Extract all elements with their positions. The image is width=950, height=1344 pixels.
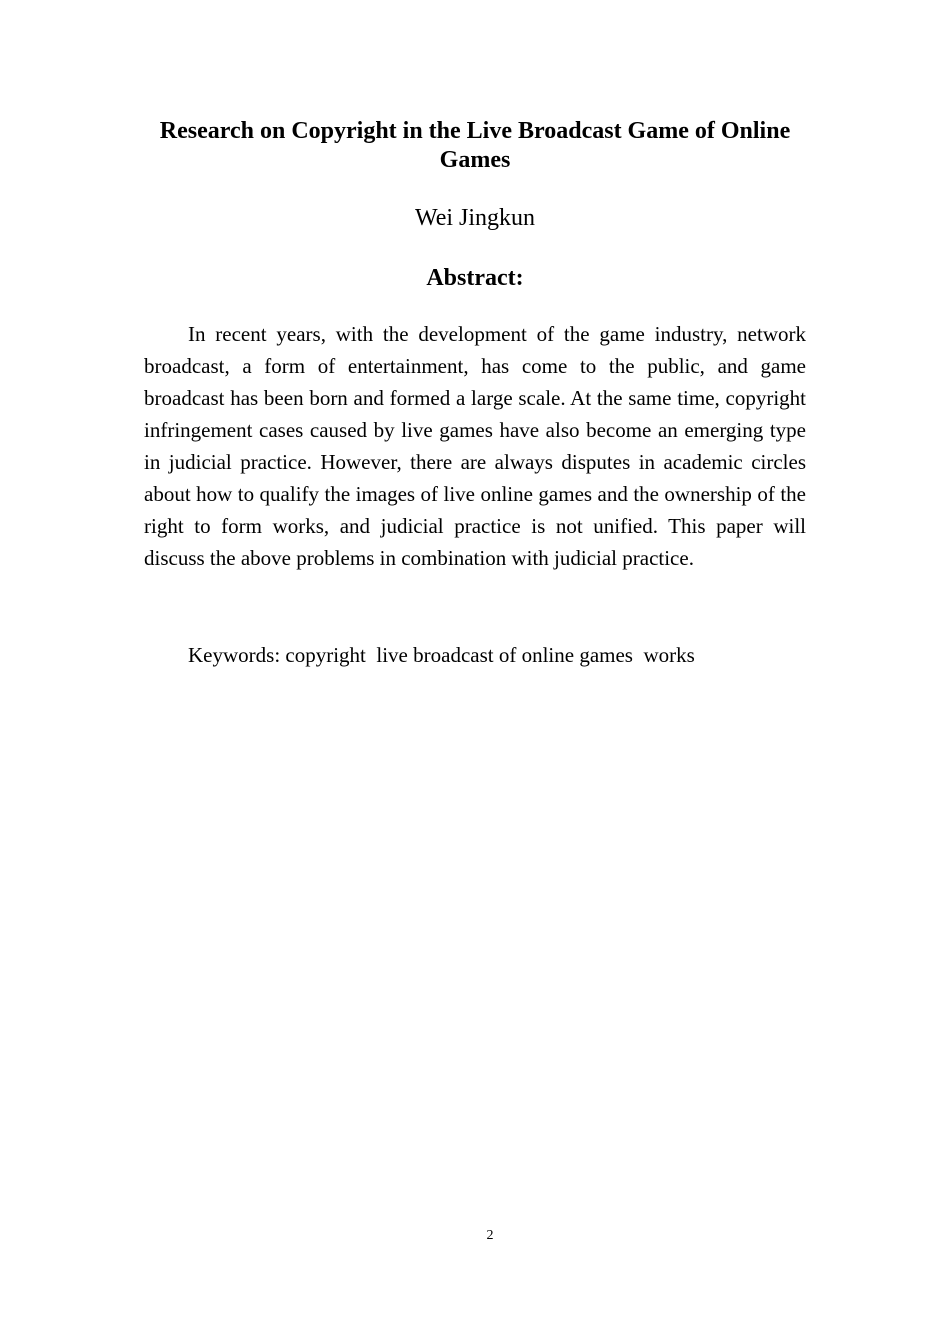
paper-title: Research on Copyright in the Live Broadcast Game of Online Games bbox=[159, 118, 791, 173]
author-name: Wei Jingkun bbox=[414, 205, 536, 231]
page-number: 2 bbox=[486, 1228, 494, 1243]
keywords-line: Keywords: copyright live broadcast of online games works bbox=[188, 643, 695, 667]
abstract-body: In recent years, with the development of the game industry, network broadcast, a form of entertainment, has come to the public, and game broadcast has been born and formed a large scale. At the same time, copyright infringement cases caused by live games have also become an emerging type in judicial practice. However, there are always disputes in academic circles about how to qualify the images of live online games and the ownership of the right to form works, and judicial practice is not unified. This paper will discuss the above problems in combination with judicial practice. bbox=[144, 322, 806, 570]
abstract-heading: Abstract: bbox=[426, 265, 524, 291]
